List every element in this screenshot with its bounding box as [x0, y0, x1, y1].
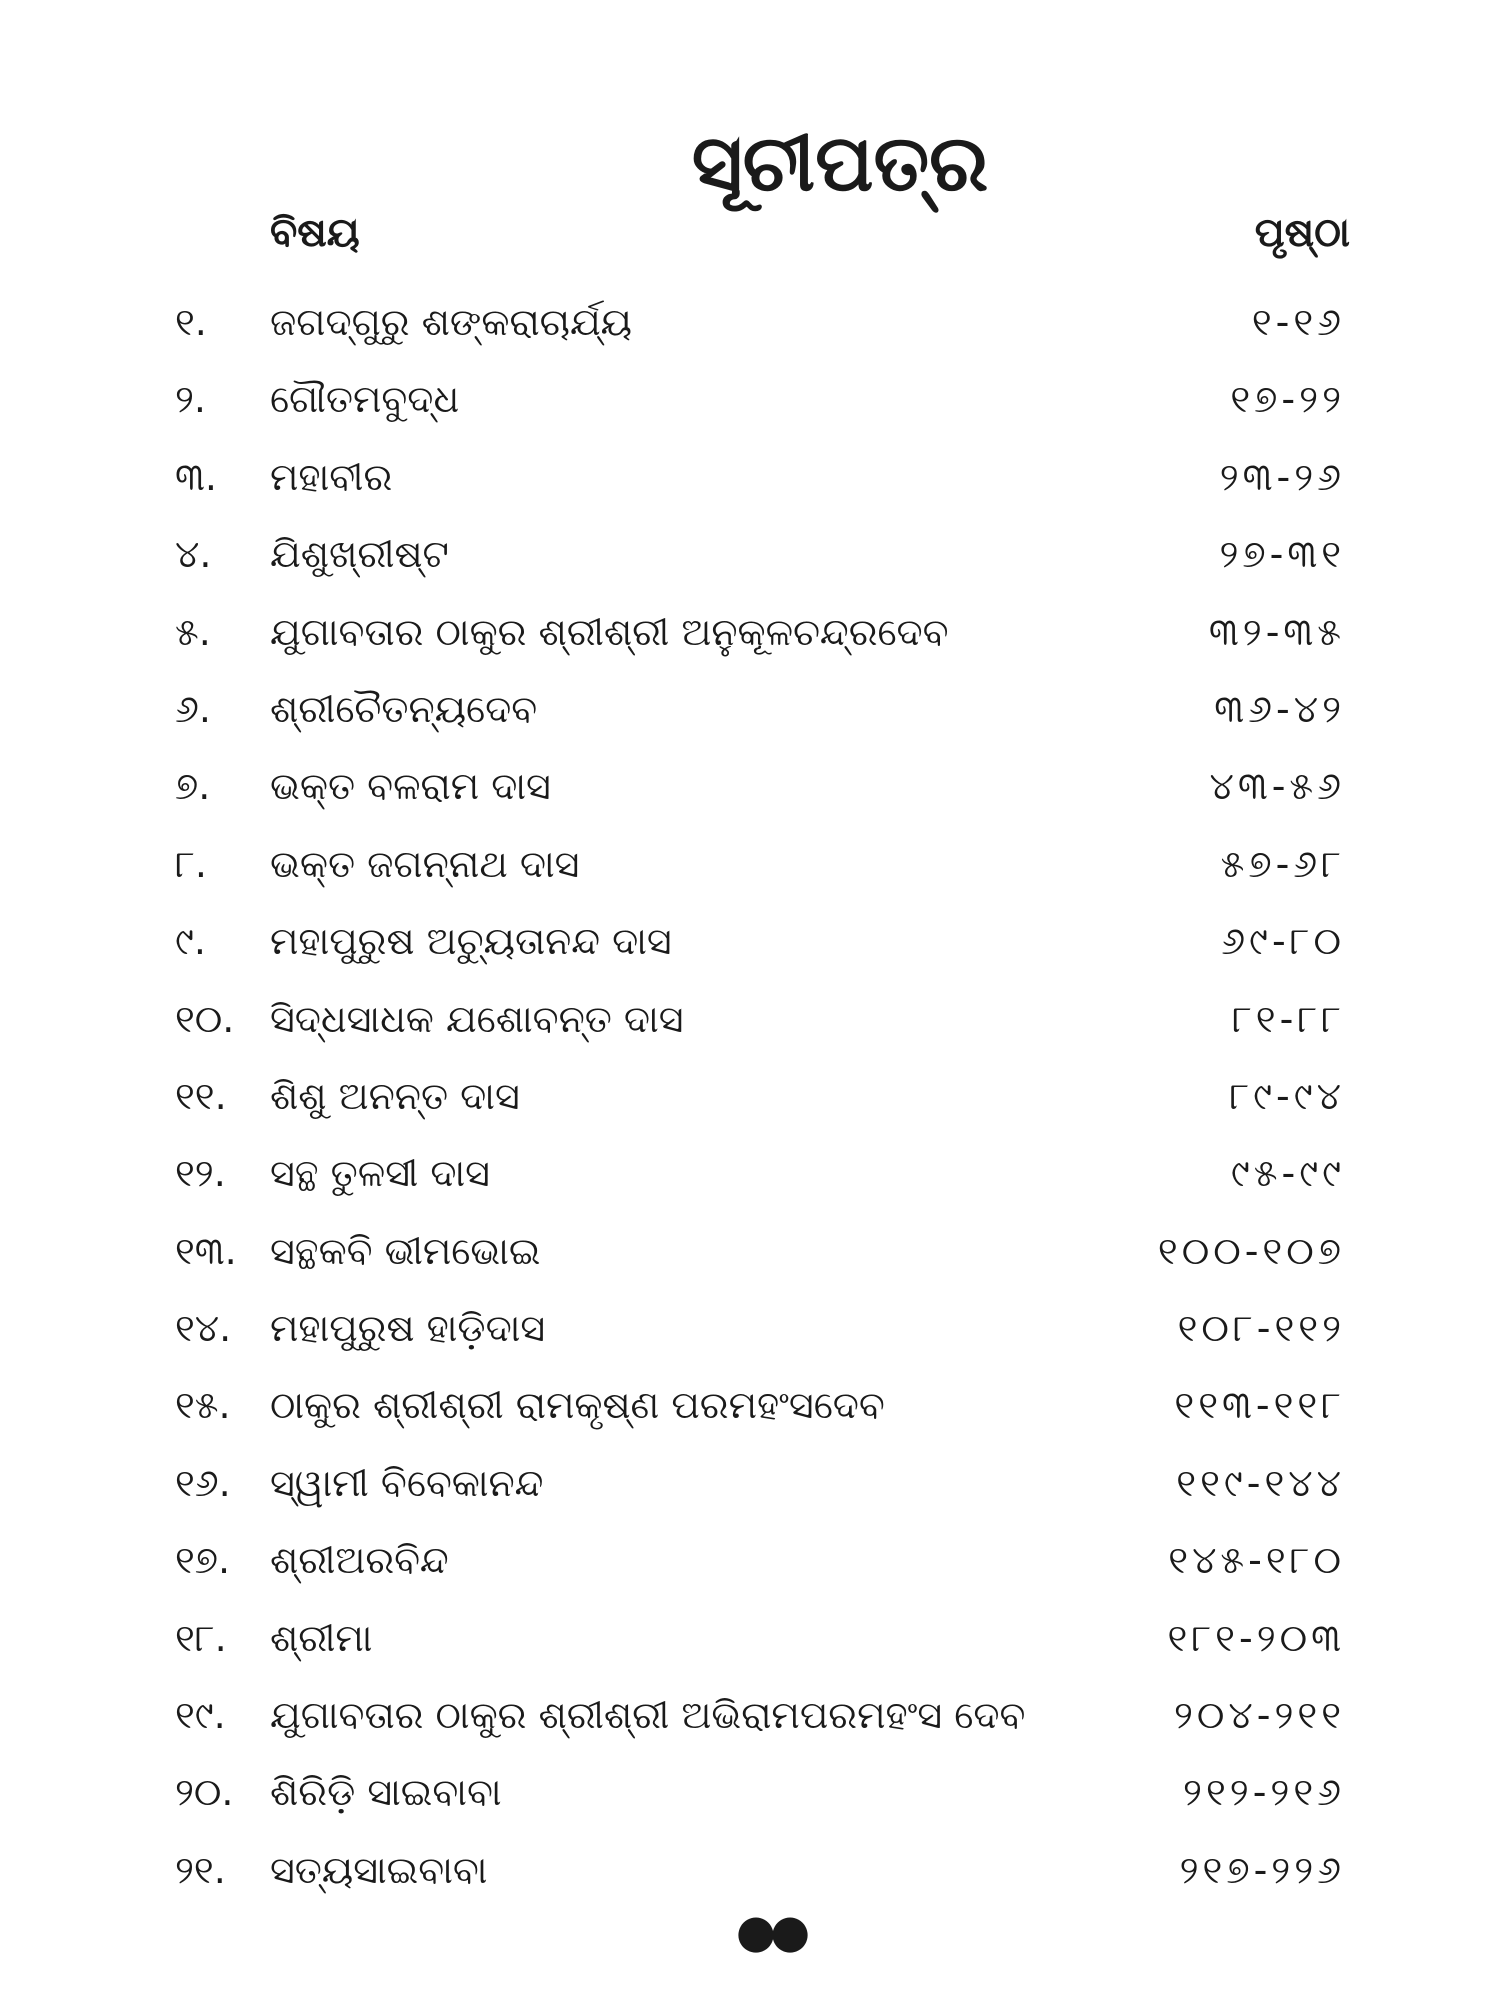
entry-page-range: ୧୧୯-୧୪୪ — [1176, 1460, 1345, 1505]
page-column-header: ପୃଷ୍ଠା — [1254, 210, 1350, 256]
entry-number: ୩. — [175, 454, 217, 499]
entry-title: ଭକ୍ତ ବଳରାମ ଦାସ — [270, 764, 551, 809]
toc-entry — [175, 1762, 1355, 1839]
entry-title: ଠାକୁର ଶ୍ରୀଶ୍ରୀ ରାମକୃଷ୍ଣ ପରମହଂସଦେବ — [270, 1383, 885, 1428]
entry-page-range: ୫୭-୬୮ — [1220, 841, 1345, 886]
entry-number: ୮. — [175, 841, 207, 886]
entry-title: ଯୁଗାବତାର ଠାକୁର ଶ୍ରୀଶ୍ରୀ ଅଭିରାମପରମହଂସ ଦେବ — [270, 1693, 1026, 1738]
toc-entry — [175, 1298, 1355, 1375]
entry-title: ସନ୍ଥ ତୁଳସୀ ଦାସ — [270, 1151, 490, 1196]
entry-title: ଶିରିଡ଼ି ସାଇବାବା — [270, 1770, 502, 1815]
entry-page-range: ୨୭-୩୧ — [1219, 532, 1345, 577]
entry-number: ୫. — [175, 609, 211, 654]
entry-page-range: ୧୦୮-୧୧୨ — [1177, 1306, 1345, 1351]
entry-number: ୧୭. — [175, 1538, 231, 1583]
entry-number: ୧୩. — [175, 1228, 237, 1273]
entry-page-range: ୯୫-୯୯ — [1230, 1151, 1345, 1196]
entry-number: ୨. — [175, 377, 207, 422]
entry-page-range: ୧୦୦-୧୦୭ — [1157, 1228, 1345, 1273]
toc-entry — [175, 679, 1355, 756]
entry-page-range: ୮୧-୮୮ — [1231, 996, 1345, 1041]
entry-page-range: ୨୦୪-୨୧୧ — [1173, 1693, 1345, 1738]
page-number-mark: ●● — [735, 1904, 805, 1958]
entry-number: ୪. — [175, 532, 212, 577]
entry-number: ୭. — [175, 764, 211, 809]
entry-page-range: ୬୯-୮୦ — [1221, 919, 1345, 964]
entry-number: ୯. — [175, 919, 206, 964]
entry-number: ୧୦. — [175, 996, 235, 1041]
toc-entry — [175, 524, 1355, 601]
entry-page-range: ୮୯-୯୪ — [1229, 1073, 1345, 1118]
toc-entry — [175, 1143, 1355, 1220]
entry-title: ସିଦ୍ଧସାଧକ ଯଶୋବନ୍ତ ଦାସ — [270, 996, 684, 1041]
entry-number: ୧. — [175, 300, 207, 344]
entry-page-range: ୧-୧୬ — [1251, 300, 1345, 344]
toc-entry — [175, 1608, 1355, 1685]
toc-entry — [175, 292, 1355, 369]
entry-title: ଗୌତମବୁଦ୍ଧ — [270, 377, 460, 422]
entry-page-range: ୨୩-୨୬ — [1219, 454, 1345, 499]
entry-number: ୧୨. — [175, 1151, 226, 1196]
toc-entry — [175, 911, 1355, 988]
entry-page-range: ୩୬-୪୨ — [1214, 686, 1345, 731]
entry-title: ଶ୍ରୀଚୈତନ୍ୟଦେବ — [270, 686, 538, 731]
toc-entry — [175, 834, 1355, 911]
entry-page-range: ୪୩-୫୬ — [1209, 764, 1345, 809]
entry-title: ଯିଶୁଖ୍ରୀଷ୍ଟ — [270, 532, 449, 577]
subject-column-header: ବିଷୟ — [270, 210, 360, 256]
entry-page-range: ୨୧୭-୨୨୬ — [1179, 1847, 1345, 1892]
page-title: ସୂଚୀପତ୍ର — [691, 119, 989, 210]
entry-number: ୬. — [175, 686, 211, 731]
entry-page-range: ୧୪୫-୧୮୦ — [1168, 1538, 1345, 1583]
toc-entry — [175, 1685, 1355, 1762]
entry-title: ଜଗଦ୍‌ଗୁରୁ ଶଙ୍କରାଚାର୍ଯ୍ୟ — [270, 300, 633, 344]
entry-title: ମହାପୁରୁଷ ହାଡ଼ିଦାସ — [270, 1306, 546, 1351]
entry-number: ୧୫. — [175, 1383, 231, 1428]
entry-title: ଶ୍ରୀମା — [270, 1615, 373, 1660]
entry-title: ମହାବୀର — [270, 454, 393, 499]
entry-number: ୨୦. — [175, 1770, 234, 1815]
toc-entry — [175, 1221, 1355, 1298]
entry-title: ଯୁଗାବତାର ଠାକୁର ଶ୍ରୀଶ୍ରୀ ଅନୁକୂଳଚନ୍ଦ୍ରଦେବ — [270, 609, 949, 654]
entry-number: ୨୧. — [175, 1847, 226, 1892]
entry-page-range: ୨୧୨-୨୧୬ — [1183, 1770, 1345, 1815]
toc-entry — [175, 1066, 1355, 1143]
toc-entry — [175, 1375, 1355, 1452]
toc-entry — [175, 756, 1355, 833]
toc-entry — [175, 602, 1355, 679]
entry-page-range: ୧୮୧-୨୦୩ — [1167, 1615, 1345, 1660]
toc-entry — [175, 447, 1355, 524]
entry-title: ସନ୍ଥକବି ଭୀମଭୋଇ — [270, 1228, 541, 1273]
entry-number: ୧୪. — [175, 1306, 232, 1351]
toc-entry — [175, 989, 1355, 1066]
entry-page-range: ୩୨-୩୫ — [1208, 609, 1345, 654]
toc-entry — [175, 1453, 1355, 1530]
toc-entry — [175, 369, 1355, 446]
entry-title: ସତ୍ୟସାଇବାବା — [270, 1847, 488, 1892]
entry-title: ସ୍ୱାମୀ ବିବେକାନନ୍ଦ — [270, 1460, 544, 1505]
entry-page-range: ୧୧୩-୧୧୮ — [1174, 1383, 1345, 1428]
entry-page-range: ୧୭-୨୨ — [1230, 377, 1345, 422]
toc-entry — [175, 1530, 1355, 1607]
table-of-contents — [175, 292, 1355, 1917]
entry-number: ୧୧. — [175, 1073, 227, 1118]
entry-number: ୧୬. — [175, 1460, 231, 1505]
entry-number: ୧୯. — [175, 1693, 226, 1738]
entry-title: ଭକ୍ତ ଜଗନ୍ନାଥ ଦାସ — [270, 841, 580, 886]
entry-number: ୧୮. — [175, 1615, 227, 1660]
entry-title: ଶିଶୁ ଅନନ୍ତ ଦାସ — [270, 1073, 520, 1118]
entry-title: ଶ୍ରୀଅରବିନ୍ଦ — [270, 1538, 449, 1583]
entry-title: ମହାପୁରୁଷ ଅଚ୍ୟୁତାନନ୍ଦ ଦାସ — [270, 919, 672, 964]
